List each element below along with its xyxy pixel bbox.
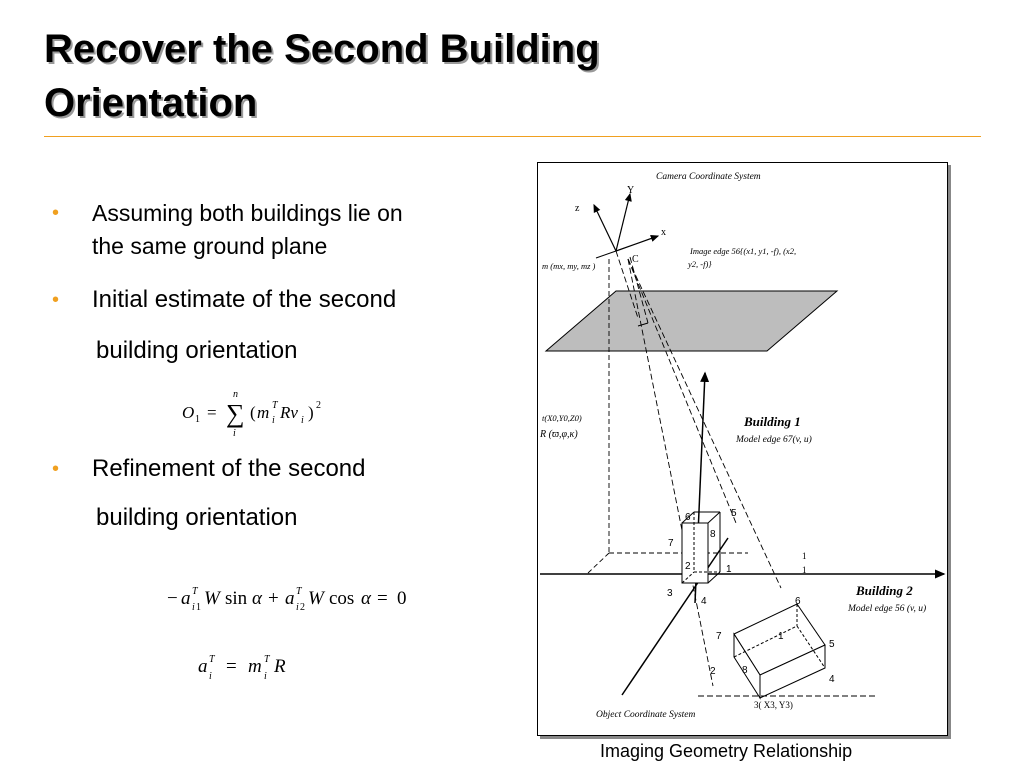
bullet-2-marker: • [52, 289, 60, 311]
b1-corner-4: 4 [701, 596, 707, 607]
axis-y-label: Y [627, 185, 635, 196]
bullet-3-marker: • [52, 458, 60, 480]
svg-text:a: a [181, 588, 191, 609]
svg-text:T: T [272, 400, 278, 411]
svg-text:a: a [285, 588, 295, 609]
equation-refinement [165, 582, 435, 622]
svg-text:i: i [209, 671, 212, 682]
b2-corner-7: 7 [716, 631, 722, 642]
bullet-3-line-2: building orientation [96, 504, 298, 531]
svg-text:W: W [308, 588, 324, 609]
b1-corner-2: 2 [685, 561, 691, 572]
svg-text:1: 1 [195, 414, 200, 425]
svg-text:i: i [264, 671, 267, 682]
svg-text:): ) [308, 403, 314, 422]
b2-corner-2: 2 [710, 666, 716, 677]
title-line-2: Orientation [44, 81, 258, 125]
building-1-model-edge: Model edge 67(v, u) [736, 435, 812, 445]
building-2-box [734, 604, 825, 698]
svg-text:=: = [207, 403, 217, 422]
svg-text:i: i [233, 428, 236, 438]
b1-corner-8: 8 [710, 529, 716, 540]
svg-text:2: 2 [300, 602, 305, 613]
bullet-1-line-2: the same ground plane [92, 233, 328, 259]
svg-text:+: + [268, 588, 279, 609]
b2-corner-8: 8 [742, 665, 748, 676]
svg-text:=: = [226, 656, 237, 677]
b1-corner-5: 5 [731, 508, 737, 519]
svg-text:(: ( [250, 403, 256, 422]
title-line-1: Recover the Second Building [44, 27, 600, 71]
svg-text:T: T [264, 654, 270, 665]
m-vector-label: m (mx, my, mz ) [542, 261, 596, 271]
svg-text:m: m [257, 403, 270, 422]
building-1-title: Building 1 [744, 414, 801, 429]
svg-text:1: 1 [196, 602, 201, 613]
b2-corner-1: 1 [778, 631, 784, 642]
svg-text:T: T [192, 586, 198, 597]
b1-corner-1: 1 [726, 564, 732, 575]
bullet-3-line-1: Refinement of the second [92, 455, 366, 482]
svg-text:−: − [167, 588, 178, 609]
svg-text:m: m [248, 656, 262, 677]
object-system-label: Object Coordinate System [596, 710, 696, 720]
b2-corner-4: 4 [829, 674, 835, 685]
svg-text:i: i [272, 415, 275, 426]
bullet-1-marker: • [52, 202, 60, 224]
translation-label: t(X0,Y0,Z0) [542, 413, 582, 423]
title-divider [44, 136, 981, 137]
svg-text:0: 0 [397, 588, 407, 609]
b2-corner-6: 6 [795, 596, 801, 607]
bullet-2-line-1: Initial estimate of the second [92, 286, 397, 313]
side-label-1a: 1 [802, 551, 807, 561]
svg-text:a: a [198, 656, 208, 677]
camera-center-label: C [632, 254, 639, 265]
svg-text:R: R [274, 656, 286, 677]
svg-text:cos: cos [329, 588, 355, 609]
svg-text:i: i [296, 602, 299, 613]
rotation-label: R (ϖ,φ,κ) [540, 429, 578, 440]
image-plane [546, 291, 837, 351]
svg-text:∑: ∑ [226, 399, 245, 428]
svg-text:sin: sin [225, 588, 248, 609]
building-2-model-edge: Model edge 56 (v, u) [848, 604, 927, 614]
svg-text:O: O [182, 403, 195, 422]
svg-text:2: 2 [316, 400, 321, 411]
corner-3-label: 3( X3, Y3) [754, 700, 793, 710]
equation-transform [196, 648, 316, 688]
camera-system-label: Camera Coordinate System [656, 172, 761, 182]
imaging-geometry-figure [537, 162, 948, 736]
b1-corner-3: 3 [667, 588, 673, 599]
svg-text:α: α [252, 588, 262, 609]
axis-z-label: z [575, 203, 580, 214]
svg-text:=: = [377, 588, 388, 609]
b1-corner-7: 7 [668, 538, 674, 549]
slide-title [44, 22, 944, 130]
b1-corner-6: 6 [685, 512, 691, 523]
camera-axes [594, 194, 658, 258]
bullet-2-line-2: building orientation [96, 337, 298, 364]
figure-caption: Imaging Geometry Relationship [600, 741, 853, 761]
svg-text:Rv: Rv [280, 403, 298, 422]
svg-text:T: T [209, 654, 215, 665]
svg-text:α: α [361, 588, 371, 609]
svg-text:T: T [296, 586, 302, 597]
equation-objective [180, 388, 340, 438]
svg-text:i: i [301, 415, 304, 426]
b2-corner-5: 5 [829, 639, 835, 650]
side-label-1b: 1 [802, 565, 807, 575]
svg-text:W: W [204, 588, 220, 609]
svg-text:n: n [233, 389, 238, 400]
geometry-diagram [538, 163, 947, 735]
bullet-1-line-1: Assuming both buildings lie on [92, 200, 403, 226]
axis-x-label: x [661, 227, 666, 238]
image-edge-label: Image edge 56{(x1, y1, -f), (x2, y2, -f)} [688, 246, 797, 269]
building-2-title: Building 2 [856, 583, 913, 598]
svg-text:i: i [192, 602, 195, 613]
